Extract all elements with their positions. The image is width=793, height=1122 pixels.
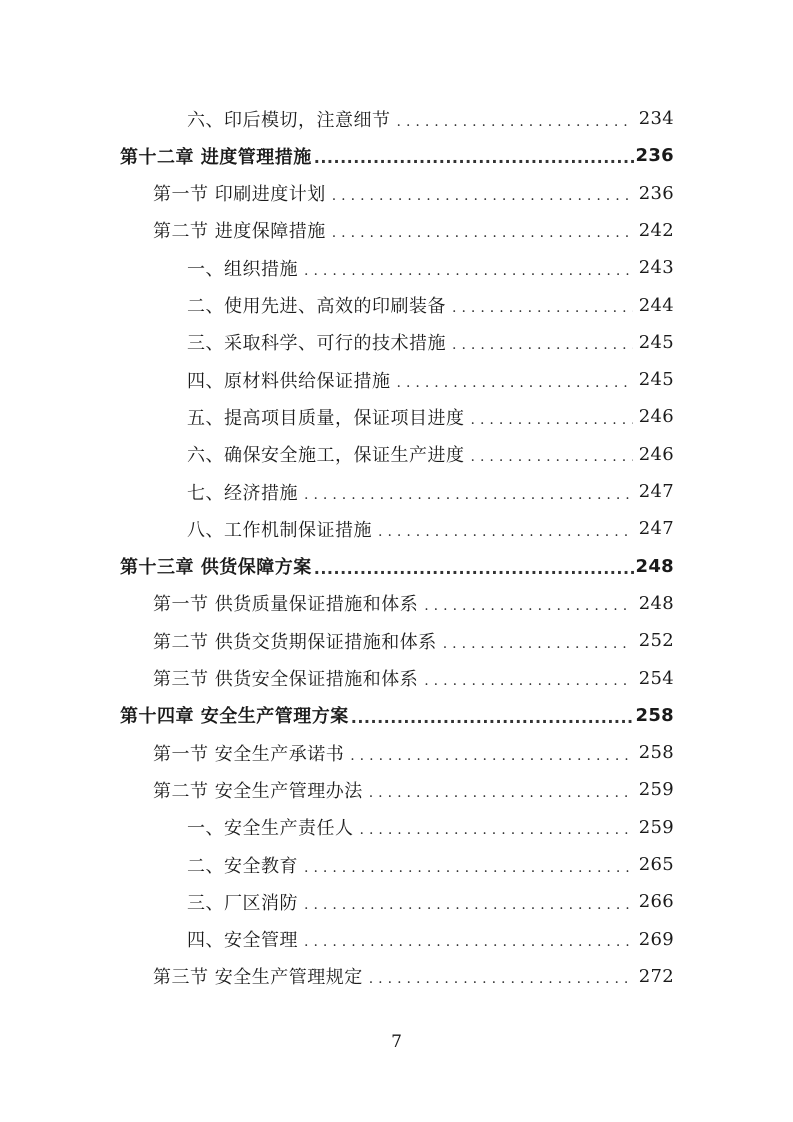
toc-entry-title: 四、安全管理 xyxy=(187,930,298,952)
toc-entry-title: 二、安全教育 xyxy=(187,855,298,877)
toc-entry-title: 三、厂区消防 xyxy=(187,892,298,914)
dot-leader xyxy=(424,673,633,689)
toc-entry-page: 272 xyxy=(638,965,674,987)
toc-entry-title: 二、使用先进、高效的印刷装备 xyxy=(187,296,446,317)
toc-item-entry[interactable] xyxy=(187,921,674,958)
toc-section-entry[interactable] xyxy=(153,212,674,249)
toc-entry-page: 259 xyxy=(638,779,674,801)
toc-entry-page: 242 xyxy=(638,219,674,241)
toc-entry-title: 第二节 安全生产管理办法 xyxy=(153,780,363,802)
page-number: 7 xyxy=(391,1032,402,1052)
toc-entry-page: 258 xyxy=(635,704,674,726)
toc-chapter-entry[interactable] xyxy=(120,697,674,734)
toc-entry-title: 第一节 安全生产承诺书 xyxy=(153,743,345,765)
toc-entry-page: 246 xyxy=(638,406,674,428)
toc-item-entry[interactable] xyxy=(187,883,674,920)
toc-item-entry[interactable] xyxy=(187,846,674,883)
toc-item-entry[interactable] xyxy=(187,361,674,398)
dot-leader xyxy=(360,822,633,838)
dot-leader xyxy=(452,337,633,353)
dot-leader xyxy=(378,524,633,540)
dot-leader xyxy=(351,708,634,727)
dot-leader xyxy=(304,897,633,913)
toc-entry-page: 259 xyxy=(638,816,674,838)
toc-entry-page: 266 xyxy=(638,891,674,913)
dot-leader xyxy=(314,148,634,167)
toc-entry-page: 243 xyxy=(638,257,674,279)
toc-entry-page: 247 xyxy=(638,481,674,502)
toc-entry-title: 第十三章 供货保障方案 xyxy=(120,557,312,579)
toc-item-entry[interactable] xyxy=(187,249,674,286)
toc-entry-page: 236 xyxy=(638,182,674,204)
toc-item-entry[interactable] xyxy=(187,287,674,324)
toc-entry-page: 248 xyxy=(638,592,674,614)
dot-leader xyxy=(452,300,633,316)
toc-chapter-entry[interactable] xyxy=(120,137,674,174)
dot-leader xyxy=(332,225,633,241)
dot-leader xyxy=(443,636,633,652)
toc-entry-page: 246 xyxy=(638,443,674,465)
toc-entry-title: 六、印后模切，注意细节 xyxy=(187,109,391,131)
toc-chapter-entry[interactable] xyxy=(120,548,674,585)
toc-entry-page: 247 xyxy=(638,518,674,540)
dot-leader xyxy=(369,971,633,987)
toc-entry-title: 五、提高项目质量，保证项目进度 xyxy=(187,407,465,429)
toc-entry-page: 252 xyxy=(638,630,674,652)
toc-entry-page: 248 xyxy=(635,555,674,577)
toc-item-entry[interactable] xyxy=(187,473,674,510)
dot-leader xyxy=(304,860,633,876)
dot-leader xyxy=(424,598,633,614)
toc-entry-title: 四、原材料供给保证措施 xyxy=(187,370,391,392)
toc-entry-title: 第十二章 进度管理措施 xyxy=(120,146,312,168)
toc-entry-title: 第二节 进度保障措施 xyxy=(153,221,326,243)
toc-section-entry[interactable] xyxy=(153,175,674,212)
toc-entry-title: 第一节 印刷进度计划 xyxy=(153,184,326,206)
toc-entry-title: 第二节 供货交货期保证措施和体系 xyxy=(153,631,437,653)
dot-leader xyxy=(369,785,633,801)
toc-section-entry[interactable] xyxy=(153,771,674,808)
toc-entry-page: 245 xyxy=(638,369,674,391)
toc-section-entry[interactable] xyxy=(153,622,674,659)
toc-entry-title: 第十四章 安全生产管理方案 xyxy=(120,706,349,728)
toc-section-entry[interactable] xyxy=(153,660,674,697)
toc-entry-title: 八、工作机制保证措施 xyxy=(187,519,372,541)
toc-entry-page: 254 xyxy=(638,667,674,689)
toc-entry-page: 245 xyxy=(638,331,674,353)
toc-entry-title: 三、采取科学、可行的技术措施 xyxy=(187,333,446,355)
dot-leader xyxy=(397,114,633,130)
toc-entry-page: 258 xyxy=(638,742,674,764)
toc-entry-title: 七、经济措施 xyxy=(187,482,298,504)
dot-leader xyxy=(304,263,633,279)
toc-entry-title: 六、确保安全施工，保证生产进度 xyxy=(187,445,465,467)
dot-leader xyxy=(332,188,633,204)
toc-item-entry[interactable] xyxy=(187,324,674,361)
toc-entry-title: 一、安全生产责任人 xyxy=(187,818,354,840)
dot-leader xyxy=(397,375,633,391)
toc-item-entry[interactable] xyxy=(187,100,674,137)
toc-entry-page: 234 xyxy=(638,108,674,129)
toc-entry-title: 第三节 供货安全保证措施和体系 xyxy=(153,669,419,690)
dot-leader xyxy=(314,559,634,578)
dot-leader xyxy=(350,748,633,764)
toc-entry-title: 一、组织措施 xyxy=(187,258,298,280)
toc-entry-title: 第三节 安全生产管理规定 xyxy=(153,967,363,989)
toc-entry-page: 236 xyxy=(635,145,674,167)
toc-item-entry[interactable] xyxy=(187,398,674,435)
dot-leader xyxy=(304,934,633,950)
toc-entry-page: 265 xyxy=(638,854,674,875)
toc-item-entry[interactable] xyxy=(187,809,674,846)
toc-entry-page: 269 xyxy=(638,928,674,950)
toc-section-entry[interactable] xyxy=(153,958,674,995)
toc-item-entry[interactable] xyxy=(187,510,674,547)
dot-leader xyxy=(471,412,633,428)
dot-leader xyxy=(304,487,633,503)
toc-item-entry[interactable] xyxy=(187,436,674,473)
dot-leader xyxy=(471,449,633,465)
toc-entry-title: 第一节 供货质量保证措施和体系 xyxy=(153,594,419,616)
toc-section-entry[interactable] xyxy=(153,734,674,771)
toc-section-entry[interactable] xyxy=(153,585,674,622)
toc-entry-page: 244 xyxy=(638,294,674,316)
